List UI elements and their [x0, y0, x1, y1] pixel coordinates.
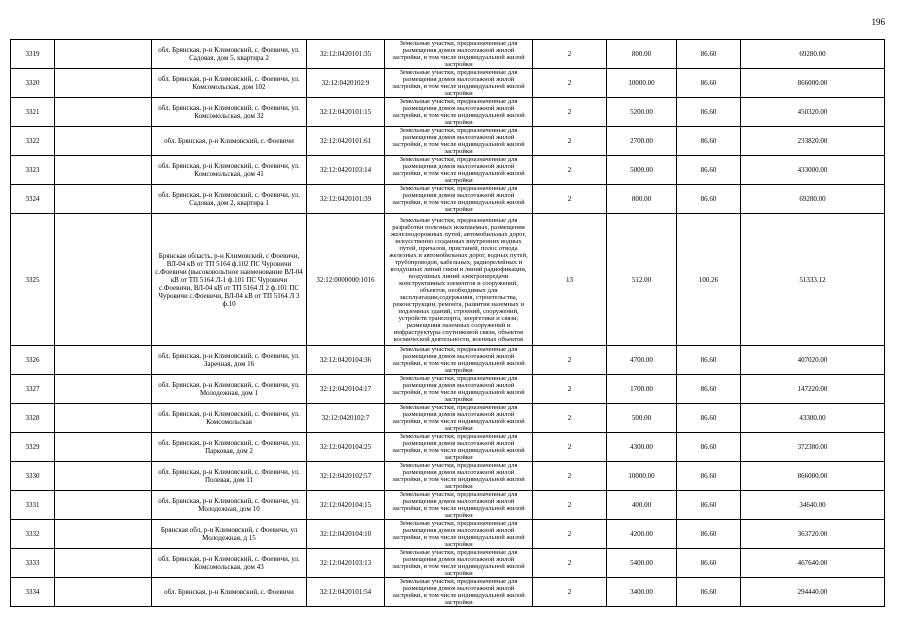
- group-code-cell: 2: [533, 462, 607, 491]
- table-row: [11, 40, 885, 69]
- specific-value-cell: 100.26: [677, 214, 741, 346]
- area-cell: 800.00: [607, 40, 677, 69]
- blank-cell: [55, 156, 152, 185]
- address-cell: обл. Брянская, р-н Климовский, с. Фоевичи: [152, 127, 307, 156]
- cadastral-number-cell: 32:12:0420101:61: [307, 127, 385, 156]
- row-number: 3320: [11, 69, 55, 98]
- address-cell: обл. Брянская, р-н Климовский, с. Фоевичи, ул. Молодежная, дом 10: [152, 491, 307, 520]
- area-cell: 500.00: [607, 404, 677, 433]
- land-use-type-cell: Земельные участки, предназначенные для размещения домов малоэтажной жилой застройки, в том числе индивидуальной жилой застройки: [385, 375, 533, 404]
- cadastral-value-cell: 233820.00: [741, 127, 885, 156]
- blank-cell: [55, 462, 152, 491]
- table-row: [11, 214, 885, 346]
- cadastral-value-cell: 866000.00: [741, 462, 885, 491]
- group-code-cell: 2: [533, 40, 607, 69]
- specific-value-cell: 86.60: [677, 375, 741, 404]
- row-number: 3331: [11, 491, 55, 520]
- cadastral-number-cell: 32:12:0420101:39: [307, 185, 385, 214]
- specific-value-cell: 86.60: [677, 491, 741, 520]
- table-row: [11, 156, 885, 185]
- blank-cell: [55, 69, 152, 98]
- cadastral-number-cell: 32:12:0420102:7: [307, 404, 385, 433]
- cadastral-number-cell: 32:12:0420101:35: [307, 40, 385, 69]
- table-row: [11, 98, 885, 127]
- land-registry-table: [10, 39, 885, 607]
- area-cell: 1700.00: [607, 375, 677, 404]
- address-cell: обл. Брянская, р-н Климовский, с. Фоевичи, ул. Заречная, дом 16: [152, 346, 307, 375]
- blank-cell: [55, 404, 152, 433]
- group-code-cell: 2: [533, 491, 607, 520]
- table-row: [11, 520, 885, 549]
- cadastral-value-cell: 433000.00: [741, 156, 885, 185]
- area-cell: 4700.00: [607, 346, 677, 375]
- row-number: 3324: [11, 185, 55, 214]
- land-use-type-cell: Земельные участки, предназначенные для размещения домов малоэтажной жилой застройки, в том числе индивидуальной жилой застройки: [385, 433, 533, 462]
- group-code-cell: 2: [533, 127, 607, 156]
- land-use-type-cell: Земельные участки, предназначенные для размещения домов малоэтажной жилой застройки, в том числе индивидуальной жилой застройки: [385, 98, 533, 127]
- row-number: 3327: [11, 375, 55, 404]
- land-use-type-cell: Земельные участки, предназначенные для размещения домов малоэтажной жилой застройки, в том числе индивидуальной жилой застройки: [385, 462, 533, 491]
- blank-cell: [55, 433, 152, 462]
- specific-value-cell: 86.60: [677, 346, 741, 375]
- row-number: 3325: [11, 214, 55, 346]
- cadastral-number-cell: 32:12:0420103:13: [307, 549, 385, 578]
- group-code-cell: 2: [533, 549, 607, 578]
- group-code-cell: 2: [533, 375, 607, 404]
- address-cell: Брянская область, р-н Климовский, с Фоевичи, ВЛ-04 кВ от ТП 5164 ф.102 ПС Чуровичи с.Фоевичи (высоковольтное наименование ВЛ-04 кВ от ТП 5164 Л-1 ф.101 ПС Чуровичи с.Фоевичи, ВЛ-04 кВ от ТП 5164 Л 2 ф.101 ПС Чуровичи с.Фоевичи, ВЛ-04 кВ от ТП 5164 Л 3 ф.10: [152, 214, 307, 346]
- blank-cell: [55, 549, 152, 578]
- blank-cell: [55, 491, 152, 520]
- table-row: [11, 491, 885, 520]
- specific-value-cell: 86.60: [677, 156, 741, 185]
- land-use-type-cell: Земельные участки, предназначенные для размещения домов малоэтажной жилой застройки, в том числе индивидуальной жилой застройки: [385, 404, 533, 433]
- row-number: 3319: [11, 40, 55, 69]
- cadastral-value-cell: 467640.00: [741, 549, 885, 578]
- land-use-type-cell: Земельные участки, предназначенные для размещения домов малоэтажной жилой застройки, в том числе индивидуальной жилой застройки: [385, 520, 533, 549]
- address-cell: обл. Брянская, р-н Климовский, с. Фоевичи, ул. Молодежная, дом 1: [152, 375, 307, 404]
- specific-value-cell: 86.60: [677, 433, 741, 462]
- area-cell: 4300.00: [607, 433, 677, 462]
- land-use-type-cell: Земельные участки, предназначенные для разработки полезных ископаемых, размещения железнодорожных путей, автомобильных дорог, искусственно созданных внутренних водных путей, причалов, пристаней, полос отвода железных и автомобильных дорог, водных путей, трубопроводов, кабельных, радиорелейных и воздушных линий связи и линий радиофикации, воздушных линий электропередачи конструктивных элементов и сооружений, объектов, необходимых для эксплуатации,содержания, строительства, реконструкции, ремонта, развития наземных и подземных зданий, строений, сооружений, устройств транспорта, энергетики и связи; размещения наземных сооружений и инфраструктуры спутниковой связи, объектов космической деятельности, военных объектов: [385, 214, 533, 346]
- group-code-cell: 2: [533, 520, 607, 549]
- area-cell: 5000.00: [607, 156, 677, 185]
- address-cell: обл. Брянская, р-н Климовский, с. Фоевичи, ул. Полевая, дом 11: [152, 462, 307, 491]
- address-cell: обл. Брянская, р-н Климовский, с. Фоевичи, ул. Комсомольская: [152, 404, 307, 433]
- area-cell: 4200.00: [607, 520, 677, 549]
- land-use-type-cell: Земельные участки, предназначенные для размещения домов малоэтажной жилой застройки, в том числе индивидуальной жилой застройки: [385, 549, 533, 578]
- cadastral-number-cell: 32:12:0000000:1016: [307, 214, 385, 346]
- address-cell: обл. Брянская, р-н Климовский, с. Фоевичи, ул. Садовая, дом 5, квартира 2: [152, 40, 307, 69]
- group-code-cell: 13: [533, 214, 607, 346]
- table-row: [11, 462, 885, 491]
- cadastral-value-cell: 372380.00: [741, 433, 885, 462]
- row-number: 3323: [11, 156, 55, 185]
- address-cell: обл. Брянская, р-н Климовский, с. Фоевичи, ул. Садовая, дом 2, квартира 1: [152, 185, 307, 214]
- row-number: 3332: [11, 520, 55, 549]
- group-code-cell: 2: [533, 156, 607, 185]
- specific-value-cell: 86.60: [677, 520, 741, 549]
- table-row: [11, 433, 885, 462]
- table-row: [11, 127, 885, 156]
- cadastral-number-cell: 32:12:0420104:25: [307, 433, 385, 462]
- blank-cell: [55, 127, 152, 156]
- specific-value-cell: 86.60: [677, 404, 741, 433]
- table-row: [11, 404, 885, 433]
- cadastral-number-cell: 32:12:0420101:54: [307, 578, 385, 607]
- land-use-type-cell: Земельные участки, предназначенные для размещения домов малоэтажной жилой застройки, в том числе индивидуальной жилой застройки: [385, 156, 533, 185]
- blank-cell: [55, 375, 152, 404]
- specific-value-cell: 86.60: [677, 462, 741, 491]
- group-code-cell: 2: [533, 404, 607, 433]
- cadastral-number-cell: 32:12:0420104:17: [307, 375, 385, 404]
- specific-value-cell: 86.60: [677, 69, 741, 98]
- area-cell: 10000.00: [607, 69, 677, 98]
- group-code-cell: 2: [533, 185, 607, 214]
- page-number: 196: [871, 17, 885, 27]
- land-use-type-cell: Земельные участки, предназначенные для размещения домов малоэтажной жилой застройки, в том числе индивидуальной жилой застройки: [385, 346, 533, 375]
- area-cell: 10000.00: [607, 462, 677, 491]
- cadastral-value-cell: 34640.00: [741, 491, 885, 520]
- group-code-cell: 2: [533, 98, 607, 127]
- cadastral-value-cell: 69280.00: [741, 40, 885, 69]
- row-number: 3334: [11, 578, 55, 607]
- specific-value-cell: 86.60: [677, 549, 741, 578]
- row-number: 3333: [11, 549, 55, 578]
- cadastral-value-cell: 407020.00: [741, 346, 885, 375]
- address-cell: обл. Брянская, р-н Климовский, с. Фоевичи, ул. Комсомольская, дом 41: [152, 156, 307, 185]
- address-cell: обл. Брянская, р-н Климовский, с. Фоевичи: [152, 578, 307, 607]
- blank-cell: [55, 578, 152, 607]
- group-code-cell: 2: [533, 433, 607, 462]
- blank-cell: [55, 185, 152, 214]
- address-cell: обл. Брянская, р-н Климовский, с. Фоевичи, ул. Комсомольская, дом 102: [152, 69, 307, 98]
- cadastral-number-cell: 32:12:0420104:15: [307, 491, 385, 520]
- cadastral-value-cell: 450320.00: [741, 98, 885, 127]
- table-row: [11, 578, 885, 607]
- land-use-type-cell: Земельные участки, предназначенные для размещения домов малоэтажной жилой застройки, в том числе индивидуальной жилой застройки: [385, 185, 533, 214]
- cadastral-number-cell: 32:12:0420103:14: [307, 156, 385, 185]
- table-row: [11, 346, 885, 375]
- group-code-cell: 2: [533, 69, 607, 98]
- address-cell: обл. Брянская, р-н Климовский, с. Фоевичи, ул. Комсомольская, дом 32: [152, 98, 307, 127]
- blank-cell: [55, 520, 152, 549]
- land-use-type-cell: Земельные участки, предназначенные для размещения домов малоэтажной жилой застройки, в том числе индивидуальной жилой застройки: [385, 491, 533, 520]
- cadastral-number-cell: 32:12:0420101:15: [307, 98, 385, 127]
- land-use-type-cell: Земельные участки, предназначенные для размещения домов малоэтажной жилой застройки, в том числе индивидуальной жилой застройки: [385, 40, 533, 69]
- row-number: 3326: [11, 346, 55, 375]
- cadastral-number-cell: 32:12:0420104:36: [307, 346, 385, 375]
- cadastral-value-cell: 69280.00: [741, 185, 885, 214]
- row-number: 3321: [11, 98, 55, 127]
- cadastral-number-cell: 32:12:0420102:57: [307, 462, 385, 491]
- address-cell: Брянская обл, р-н Климовский, с Фоевичи, ул Молодежная, д 15: [152, 520, 307, 549]
- address-cell: обл. Брянская, р-н Климовский, с. Фоевичи, ул. Комсомольская, дом 43: [152, 549, 307, 578]
- specific-value-cell: 86.60: [677, 40, 741, 69]
- blank-cell: [55, 214, 152, 346]
- cadastral-value-cell: 51333.12: [741, 214, 885, 346]
- area-cell: 5200.00: [607, 98, 677, 127]
- blank-cell: [55, 346, 152, 375]
- cadastral-value-cell: 147220.00: [741, 375, 885, 404]
- cadastral-value-cell: 43300.00: [741, 404, 885, 433]
- land-use-type-cell: Земельные участки, предназначенные для размещения домов малоэтажной жилой застройки, в том числе индивидуальной жилой застройки: [385, 69, 533, 98]
- land-use-type-cell: Земельные участки, предназначенные для размещения домов малоэтажной жилой застройки, в том числе индивидуальной жилой застройки: [385, 127, 533, 156]
- row-number: 3328: [11, 404, 55, 433]
- specific-value-cell: 86.60: [677, 578, 741, 607]
- area-cell: 2700.00: [607, 127, 677, 156]
- blank-cell: [55, 98, 152, 127]
- table-row: [11, 549, 885, 578]
- row-number: 3330: [11, 462, 55, 491]
- group-code-cell: 2: [533, 346, 607, 375]
- table-row: [11, 69, 885, 98]
- table-row: [11, 375, 885, 404]
- area-cell: 512.00: [607, 214, 677, 346]
- specific-value-cell: 86.60: [677, 127, 741, 156]
- specific-value-cell: 86.60: [677, 185, 741, 214]
- table-row: [11, 185, 885, 214]
- row-number: 3329: [11, 433, 55, 462]
- area-cell: 5400.00: [607, 549, 677, 578]
- blank-cell: [55, 40, 152, 69]
- cadastral-value-cell: 866000.00: [741, 69, 885, 98]
- cadastral-number-cell: 32:12:0420102:9: [307, 69, 385, 98]
- area-cell: 800.00: [607, 185, 677, 214]
- cadastral-value-cell: 363720.00: [741, 520, 885, 549]
- land-use-type-cell: Земельные участки, предназначенные для размещения домов малоэтажной жилой застройки, в том числе индивидуальной жилой застройки: [385, 578, 533, 607]
- cadastral-number-cell: 32:12:0420104:10: [307, 520, 385, 549]
- area-cell: 400.00: [607, 491, 677, 520]
- address-cell: обл. Брянская, р-н Климовский, с. Фоевичи, ул. Парковая, дом 2: [152, 433, 307, 462]
- area-cell: 3400.00: [607, 578, 677, 607]
- specific-value-cell: 86.60: [677, 98, 741, 127]
- cadastral-value-cell: 294440.00: [741, 578, 885, 607]
- group-code-cell: 2: [533, 578, 607, 607]
- row-number: 3322: [11, 127, 55, 156]
